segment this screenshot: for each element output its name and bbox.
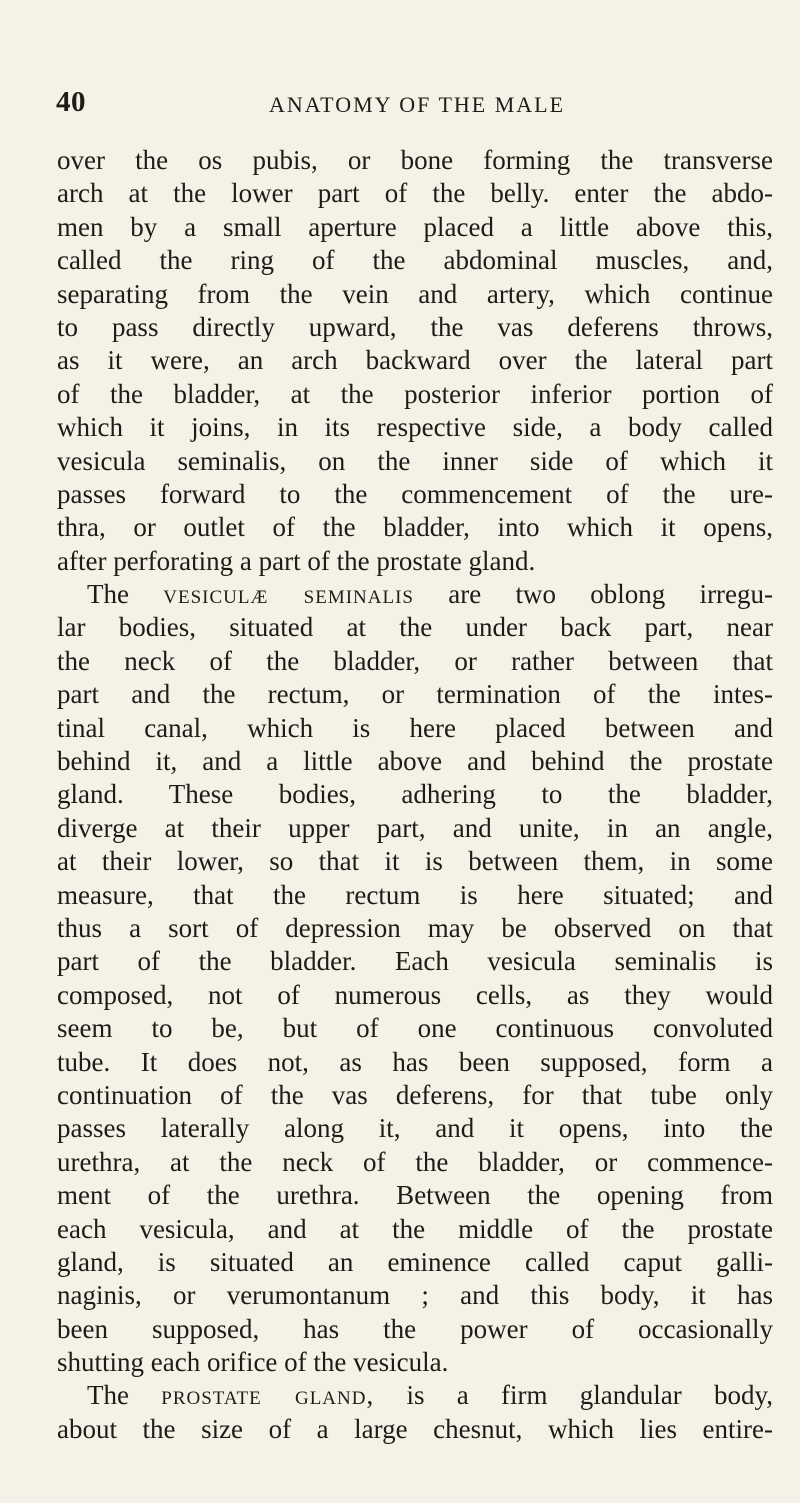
section-term: prostate gland, xyxy=(161,1380,375,1411)
text-line: naginis, or verumontanum ; and this body, it has xyxy=(57,1280,773,1311)
text-line: part and the rectum, or termination of the intes- xyxy=(57,679,773,710)
text-line: about the size of a large chesnut, which lies entire- xyxy=(57,1413,773,1444)
text-line: as it were, an arch backward over the lateral part xyxy=(57,345,773,376)
section-term: vesiculæ seminalis xyxy=(163,579,414,610)
text-line: seem to be, but of one continuous convoluted xyxy=(57,1013,773,1044)
text-line: gland, is situated an eminence called caput galli- xyxy=(57,1246,773,1277)
paragraph-prostate xyxy=(57,1379,773,1446)
text-line: passes laterally along it, and it opens, into the xyxy=(57,1113,773,1144)
text-line: the neck of the bladder, or rather between that xyxy=(57,645,773,676)
text-line xyxy=(57,578,773,611)
text-line: over the os pubis, or bone forming the transverse xyxy=(57,145,773,175)
text-line: separating from the vein and artery, which continue xyxy=(57,278,773,309)
text-line: called the ring of the abdominal muscles, and, xyxy=(57,245,773,276)
text-fragment: is a firm glandular body, xyxy=(406,1380,774,1411)
text-line: ment of the urethra. Between the opening from xyxy=(57,1180,773,1211)
text-line: composed, not of numerous cells, as they would xyxy=(57,979,773,1010)
paragraph-continued xyxy=(57,144,773,578)
text-line: to pass directly upward, the vas deferens throws, xyxy=(57,311,773,342)
text-line: tube. It does not, as has been supposed, form a xyxy=(57,1046,773,1077)
paragraph-vesiculae xyxy=(57,578,773,1379)
text-line: part of the bladder. Each vesicula seminalis is xyxy=(57,946,773,977)
page-number: 40 xyxy=(56,86,86,118)
text-line: of the bladder, at the posterior inferior portion of xyxy=(57,378,773,409)
text-line: vesicula seminalis, on the inner side of which it xyxy=(57,445,773,476)
text-line: gland. These bodies, adhering to the bladder, xyxy=(57,779,773,810)
text-line: arch at the lower part of the belly. enter the abdo- xyxy=(57,178,773,209)
text-line: thus a sort of depression may be observed on that xyxy=(57,912,773,943)
text-line: which it joins, in its respective side, a body called xyxy=(57,412,773,443)
text-line: behind it, and a little above and behind the prostate xyxy=(57,746,773,777)
text-line xyxy=(57,1379,773,1412)
text-fragment: are two oblong irregu- xyxy=(448,579,774,610)
text-line: tinal canal, which is here placed between and xyxy=(57,712,773,743)
text-line: thra, or outlet of the bladder, into which it opens, xyxy=(57,512,773,543)
text-line: each vesicula, and at the middle of the prostate xyxy=(57,1213,773,1244)
text-line: diverge at their upper part, and unite, in an angle, xyxy=(57,812,773,843)
text-line: been supposed, has the power of occasionally xyxy=(57,1313,773,1344)
text-line: measure, that the rectum is here situated; and xyxy=(57,879,773,910)
text-line: at their lower, so that it is between them, in some xyxy=(57,846,773,877)
text-line: passes forward to the commencement of the ure- xyxy=(57,478,773,509)
paragraph-lead-word: The xyxy=(87,1380,129,1411)
page-header xyxy=(56,86,760,126)
paragraph-lead-word: The xyxy=(87,579,129,610)
running-head: ANATOMY OF THE MALE xyxy=(268,92,566,117)
text-line: urethra, at the neck of the bladder, or commence- xyxy=(57,1146,773,1177)
text-line: continuation of the vas deferens, for that tube only xyxy=(57,1079,773,1110)
body-text xyxy=(57,144,773,1446)
text-line: lar bodies, situated at the under back part, near xyxy=(57,612,773,643)
text-line: shutting each orifice of the vesicula. xyxy=(57,1347,449,1378)
text-line: after perforating a part of the prostate gland. xyxy=(57,545,536,576)
text-line: men by a small aperture placed a little above this, xyxy=(57,211,773,242)
